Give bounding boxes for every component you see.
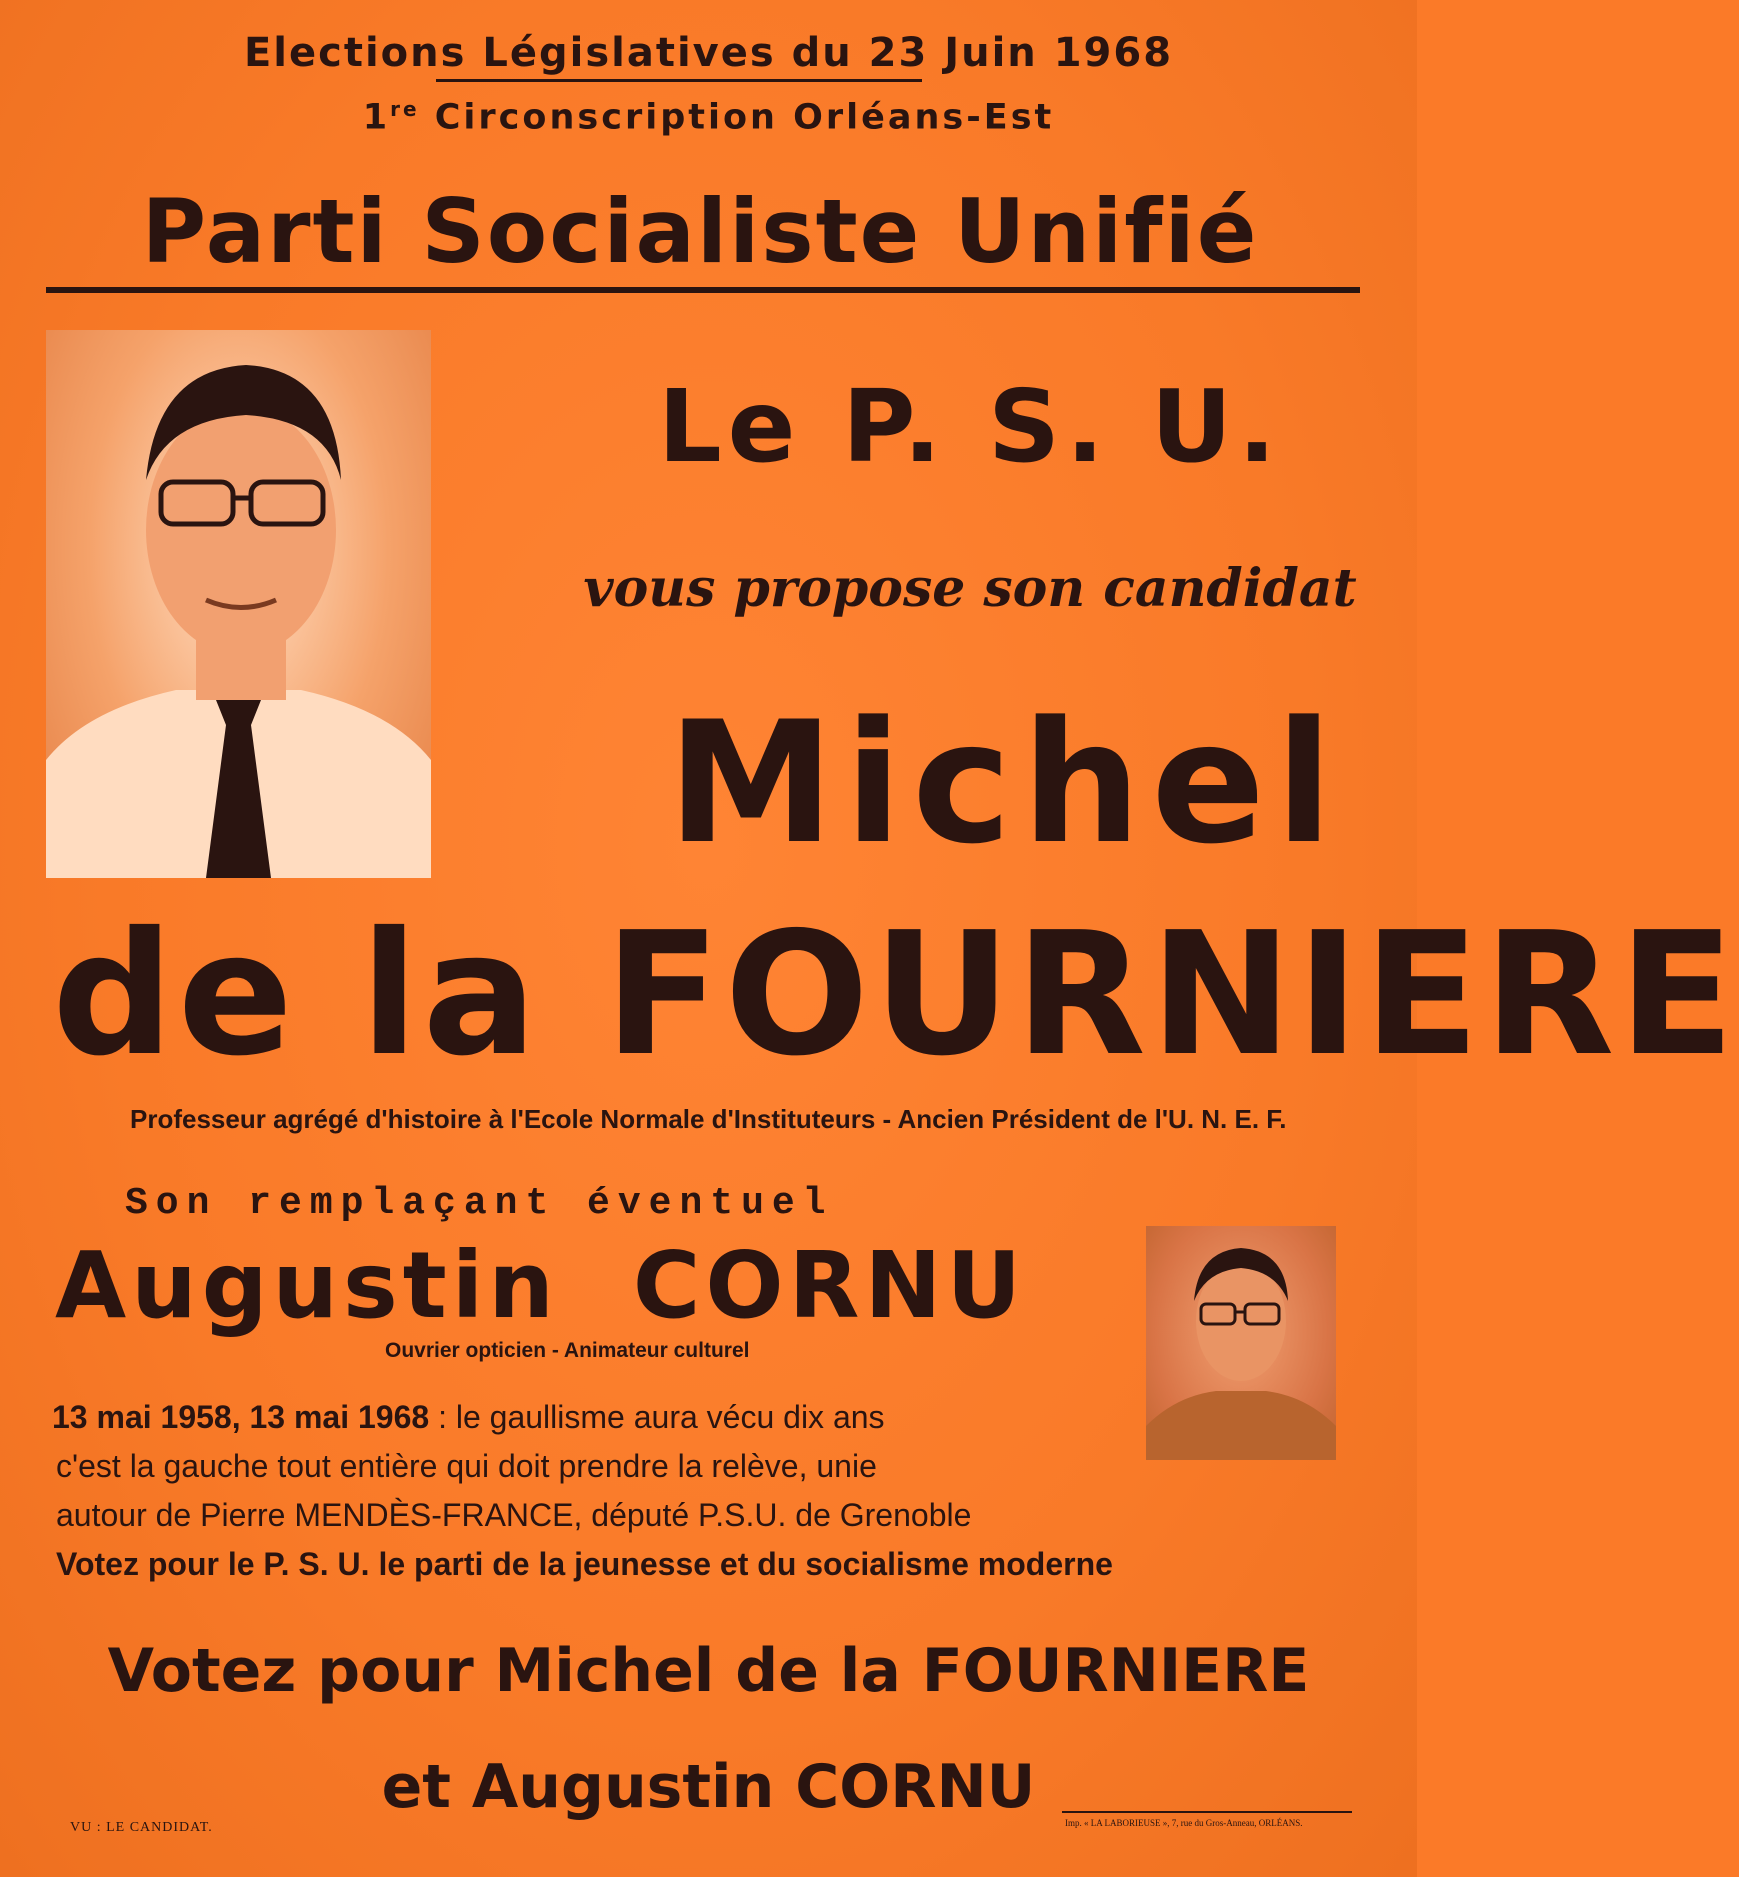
candidate-photo [46,330,431,878]
body-line-1 [52,1399,885,1436]
body-line-2: c'est la gauche tout entière qui doit prendre la relève, unie [56,1448,877,1484]
vote-call-1: Votez pour Michel de la FOURNIERE [107,1636,1310,1706]
printer-imprint: Imp. « LA LABORIEUSE », 7, rue du Gros-Anneau, ORLÉANS. [1065,1818,1303,1828]
body-line-3 [56,1497,971,1534]
body-line-3-a: autour de Pierre [56,1497,295,1533]
heading-underline [436,79,922,82]
body-dates: 13 mai 1958, 13 mai 1968 [52,1399,430,1435]
constituency-number: 1 [362,97,391,138]
party-name: Parti Socialiste Unifié [141,180,1259,283]
body-mendes-france: MENDÈS-FRANCE [294,1497,574,1533]
imprint-rule [1062,1811,1352,1813]
constituency-heading [0,97,1417,138]
vu-candidat: VU : LE CANDIDAT. [70,1820,213,1835]
vote-call-2: et Augustin CORNU [381,1752,1036,1822]
constituency-name: Circonscription Orléans-Est [419,97,1055,138]
candidate-title: Professeur agrégé d'histoire à l'Ecole Normale d'Instituteurs - Ancien Président de l'U. N. E. F. [130,1104,1287,1134]
body-line-1-rest: : le gaullisme aura vécu dix ans [429,1399,885,1435]
body-line-3-c: , député [573,1497,699,1533]
propose-tagline: vous propose son candidat [583,558,1357,619]
candidate-last-name: de la FOURNIERE [52,896,1739,1094]
replacement-title: Ouvrier opticien - Animateur culturel [385,1339,750,1362]
party-rule [46,287,1360,293]
candidate-first-name: Michel [667,685,1343,881]
constituency-ordinal: re [390,97,420,121]
body-psu: P.S.U. [698,1497,787,1533]
replacement-name: Augustin CORNU [55,1232,1027,1339]
body-line-3-e: de Grenoble [786,1497,972,1533]
election-heading: Elections Législatives du 23 Juin 1968 [243,30,1174,76]
replacement-label: Son remplaçant éventuel [125,1182,834,1225]
psu-heading: Le P. S. U. [657,368,1283,485]
body-line-4: Votez pour le P. S. U. le parti de la jeunesse et du socialisme moderne [56,1546,1113,1582]
replacement-photo [1146,1226,1336,1460]
